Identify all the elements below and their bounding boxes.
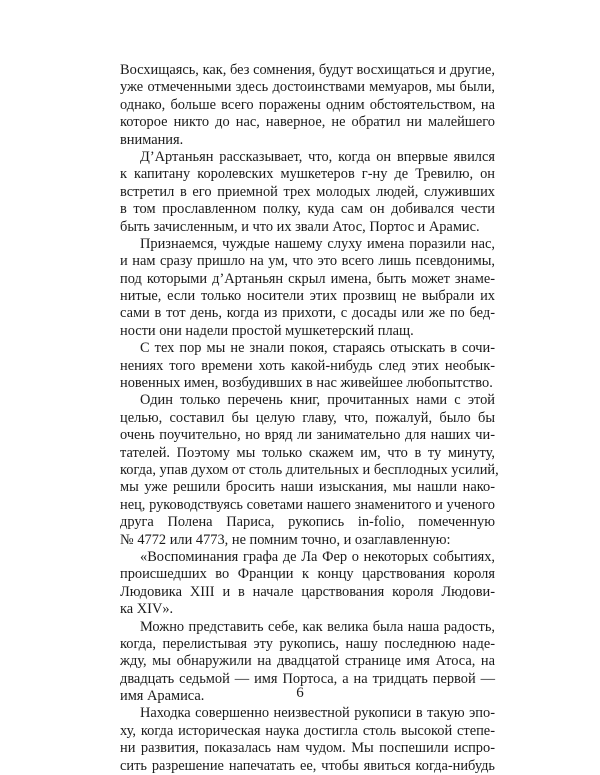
- text-line: Восхищаясь, как, без сомнения, будут восхищаться и другие,: [120, 62, 495, 78]
- text-line: однако, больше всего поражены одним обстоятельством, на: [120, 96, 495, 113]
- text-line: Находка совершенно неизвестной рукописи в такую эпо-: [140, 705, 495, 722]
- text-line: Можно представить себе, как велика была наша радость,: [140, 618, 495, 635]
- text-line: Д’Артаньян рассказывает, что, когда он впервые явился: [140, 148, 495, 165]
- text-line: очень поучительно, но вряд ли занимательно для наших чи-: [120, 427, 495, 444]
- page-body: [120, 62, 499, 775]
- text-line: внимания.: [120, 131, 184, 148]
- text-line: тателей. Поэтому мы только скажем им, что в ту минуту,: [120, 444, 495, 461]
- text-line: ка XIV».: [120, 601, 174, 618]
- text-line: нениях того времени хоть какой-нибудь след этих необык-: [120, 357, 495, 374]
- text-line: имя Арамиса.: [120, 688, 205, 705]
- text-line: и нам сразу пришло на ум, что это всего лишь псевдонимы,: [120, 253, 495, 270]
- text-line: С тех пор мы не знали покоя, стараясь отыскать в сочи-: [140, 340, 495, 357]
- text-line: сить разрешение напечатать ее, чтобы явиться когда-нибудь: [120, 757, 495, 774]
- text-line: под которыми д’Артаньян скрыл имена, быть может знаме-: [120, 270, 495, 287]
- text-line: быть зачисленным, и что их звали Атос, Портос и Арамис.: [120, 218, 480, 235]
- text-line: мы уже решили бросить наши изыскания, мы нашли нако-: [120, 479, 495, 496]
- text-line: встретил в его приемной трех молодых людей, служивших: [120, 183, 495, 200]
- text-line: нец, руководствуясь советами нашего знаменитого и ученого: [120, 496, 495, 513]
- text-line: «Воспоминания графа де Ла Фер о некоторых событиях,: [140, 548, 495, 565]
- text-line: когда, перелистывая эту рукопись, нашу последнюю наде-: [120, 635, 495, 652]
- text-line: Один только перечень книг, прочитанных нами с этой: [140, 392, 495, 409]
- text-line: друга Полена Париса, рукопись in-folio, помеченную: [120, 514, 495, 531]
- text-line: жду, мы обнаружили на двадцатой странице имя Атоса, на: [120, 653, 495, 670]
- text-line: к капитану королевских мушкетеров г-ну де Тревилю, он: [120, 166, 495, 183]
- text-line: новенных имен, возбудивших в нас живейшее любопытство.: [120, 375, 493, 392]
- page-number: 6: [296, 685, 304, 701]
- text-line: происшедших во Франции к концу царствования короля: [120, 566, 495, 583]
- text-line: № 4772 или 4773, не помним точно, и озаглавленную:: [120, 531, 451, 548]
- text-line: нитые, если только носители этих прозвищ не выбрали их: [120, 288, 495, 305]
- text-line: ности они надели простой мушкетерский плащ.: [120, 322, 414, 339]
- text-line: в том прославленном полку, куда сам он добивался чести: [120, 201, 495, 218]
- text-line: когда, упав духом от столь длительных и бесплодных усилий,: [120, 461, 499, 478]
- text-line: двадцать седьмой — имя Портоса, а на тридцать первой —: [120, 670, 495, 687]
- text-line: сами в тот день, когда из прихоти, с досады или же по бед-: [120, 305, 495, 322]
- text-line: ни развития, показалась нам чудом. Мы поспешили испро-: [120, 740, 495, 757]
- text-line: Людовика XIII и в начале царствования короля Людови-: [120, 583, 495, 600]
- text-line: которое никто до нас, наверное, не обратил ни малейшего: [120, 114, 495, 131]
- text-line: Признаемся, чуждые нашему слуху имена поразили нас,: [140, 235, 495, 252]
- text-line: целью, составил бы целую главу, что, пожалуй, было бы: [120, 409, 495, 426]
- text-line: ху, когда историческая наука достигла столь высокой степе-: [120, 722, 495, 739]
- text-line: уже отмеченными здесь достоинствами мемуаров, мы были,: [120, 79, 495, 96]
